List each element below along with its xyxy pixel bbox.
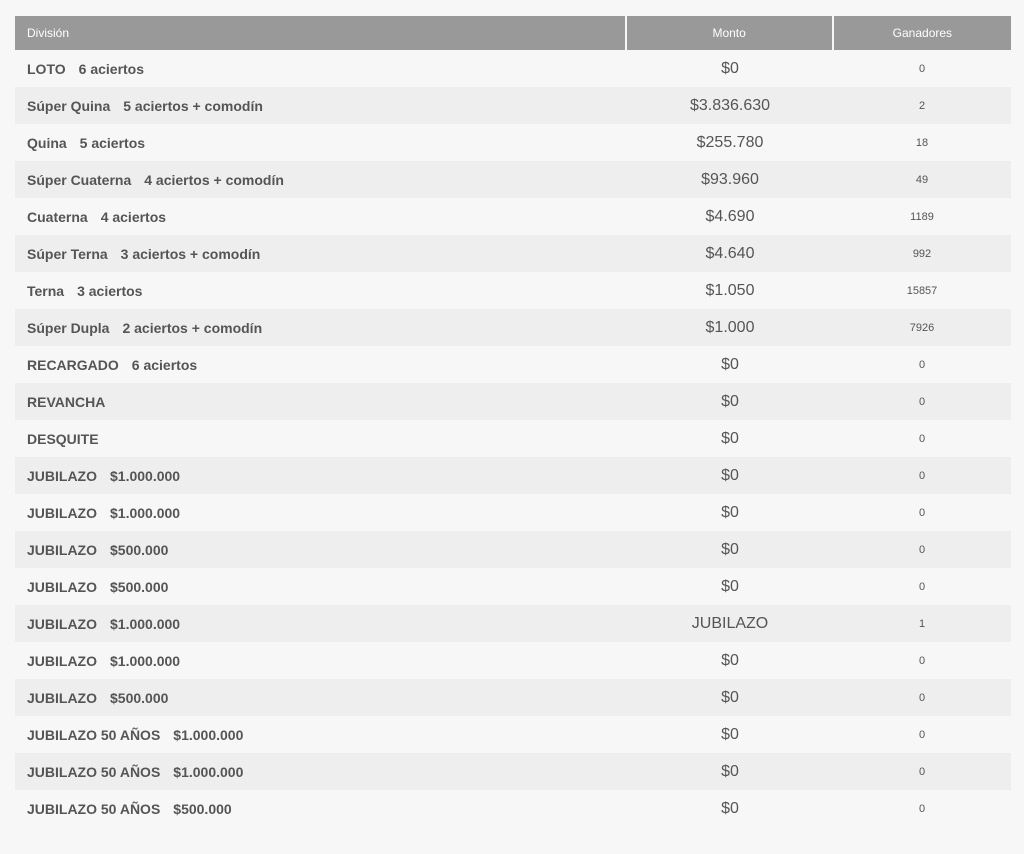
ganadores-cell [833, 100, 1011, 112]
division-cell [15, 542, 627, 558]
division-detail: $1.000.000 [173, 763, 244, 780]
division-detail: 3 aciertos [77, 282, 143, 299]
monto-cell [627, 134, 833, 152]
monto-cell [627, 171, 833, 189]
table-body [15, 50, 1011, 827]
monto-value: $0 [721, 799, 739, 817]
division-name: JUBILAZO [27, 615, 97, 632]
ganadores-cell [833, 803, 1011, 815]
monto-value: $1.050 [705, 281, 755, 299]
division-cell [15, 283, 627, 299]
monto-cell [627, 282, 833, 300]
monto-value: JUBILAZO [691, 614, 769, 632]
ganadores-value: 18 [915, 136, 929, 149]
monto-value: $4.690 [705, 207, 755, 225]
ganadores-cell [833, 285, 1011, 297]
monto-cell [627, 208, 833, 226]
division-name: LOTO [27, 60, 66, 77]
division-name: JUBILAZO [27, 467, 97, 484]
division-cell [15, 801, 627, 817]
division-cell [15, 431, 627, 447]
division-cell [15, 98, 627, 114]
monto-cell [627, 689, 833, 707]
monto-cell [627, 97, 833, 115]
table-row [15, 235, 1011, 272]
division-cell [15, 320, 627, 336]
division-cell [15, 690, 627, 706]
ganadores-cell [833, 581, 1011, 593]
monto-value: $3.836.630 [689, 96, 771, 114]
ganadores-cell [833, 137, 1011, 149]
table-row [15, 346, 1011, 383]
monto-cell [627, 652, 833, 670]
ganadores-value: 2 [918, 99, 926, 112]
division-detail: $1.000.000 [110, 652, 181, 669]
monto-cell [627, 356, 833, 374]
monto-value: $0 [721, 725, 739, 743]
monto-value: $0 [721, 392, 739, 410]
table-row [15, 679, 1011, 716]
ganadores-cell [833, 544, 1011, 556]
ganadores-value: 0 [918, 802, 926, 815]
monto-value: $0 [721, 577, 739, 595]
ganadores-value: 0 [918, 580, 926, 593]
table-row [15, 309, 1011, 346]
table-row [15, 716, 1011, 753]
table-row [15, 531, 1011, 568]
monto-value: $0 [721, 466, 739, 484]
header-division: División [27, 26, 70, 40]
monto-cell [627, 245, 833, 263]
division-name: Súper Dupla [27, 319, 110, 336]
monto-cell [627, 541, 833, 559]
division-name: JUBILAZO [27, 652, 97, 669]
monto-cell [627, 800, 833, 818]
division-name: Súper Terna [27, 245, 108, 262]
division-name: DESQUITE [27, 430, 99, 447]
table-row [15, 457, 1011, 494]
header-monto: Monto [625, 16, 832, 50]
monto-value: $0 [721, 429, 739, 447]
header-ganadores: Ganadores [832, 16, 1011, 50]
ganadores-cell [833, 618, 1011, 630]
ganadores-value: 0 [918, 691, 926, 704]
table-row [15, 124, 1011, 161]
table-row [15, 605, 1011, 642]
division-name: JUBILAZO 50 AÑOS [27, 800, 161, 817]
table-row [15, 198, 1011, 235]
division-cell [15, 468, 627, 484]
monto-value: $0 [721, 59, 739, 77]
ganadores-value: 1 [918, 617, 926, 630]
division-name: Quina [27, 134, 67, 151]
division-cell [15, 246, 627, 262]
ganadores-cell [833, 766, 1011, 778]
ganadores-cell [833, 470, 1011, 482]
ganadores-cell [833, 692, 1011, 704]
monto-value: $0 [721, 688, 739, 706]
ganadores-value: 0 [918, 395, 926, 408]
division-cell [15, 579, 627, 595]
monto-cell [627, 763, 833, 781]
division-name: Súper Cuaterna [27, 171, 132, 188]
ganadores-cell [833, 729, 1011, 741]
division-name: JUBILAZO [27, 689, 97, 706]
monto-cell [627, 467, 833, 485]
division-cell [15, 357, 627, 373]
ganadores-cell [833, 322, 1011, 334]
division-cell [15, 616, 627, 632]
division-name: JUBILAZO [27, 504, 97, 521]
division-detail: 6 aciertos [78, 60, 145, 77]
division-cell [15, 394, 627, 410]
ganadores-cell [833, 174, 1011, 186]
division-cell [15, 653, 627, 669]
monto-value: $93.960 [701, 170, 759, 188]
monto-cell [627, 319, 833, 337]
table-row [15, 642, 1011, 679]
division-name: JUBILAZO 50 AÑOS [27, 726, 161, 743]
division-detail: $1.000.000 [173, 726, 244, 743]
division-name: Terna [27, 282, 65, 299]
division-cell [15, 135, 627, 151]
monto-value: $255.780 [696, 133, 764, 151]
division-detail: 2 aciertos + comodín [122, 319, 263, 336]
ganadores-value: 0 [918, 543, 926, 556]
division-detail: $1.000.000 [110, 615, 181, 632]
division-name: RECARGADO [27, 356, 119, 373]
ganadores-cell [833, 507, 1011, 519]
monto-cell [627, 393, 833, 411]
ganadores-value: 992 [912, 247, 932, 260]
ganadores-value: 0 [918, 765, 926, 778]
table-row [15, 420, 1011, 457]
monto-value: $0 [721, 355, 739, 373]
table-row [15, 383, 1011, 420]
division-name: JUBILAZO [27, 541, 97, 558]
division-detail: $500.000 [110, 689, 169, 706]
ganadores-value: 0 [918, 358, 926, 371]
division-detail: $500.000 [110, 541, 169, 558]
ganadores-value: 0 [918, 469, 926, 482]
monto-cell [627, 615, 833, 633]
division-detail: $500.000 [110, 578, 169, 595]
monto-cell [627, 60, 833, 78]
monto-value: $4.640 [705, 244, 755, 262]
ganadores-value: 0 [918, 62, 926, 75]
monto-cell [627, 578, 833, 596]
ganadores-cell [833, 359, 1011, 371]
ganadores-cell [833, 248, 1011, 260]
ganadores-value: 1189 [910, 210, 934, 223]
division-detail: 5 aciertos [79, 134, 146, 151]
division-detail: 3 aciertos + comodín [120, 245, 261, 262]
division-detail: $500.000 [173, 800, 232, 817]
ganadores-value: 7926 [909, 321, 935, 334]
division-detail: 4 aciertos [100, 208, 167, 225]
division-cell [15, 505, 627, 521]
ganadores-cell [833, 655, 1011, 667]
table-row [15, 50, 1011, 87]
monto-cell [627, 504, 833, 522]
division-cell [15, 209, 627, 225]
monto-cell [627, 430, 833, 448]
table-header [15, 16, 1011, 50]
ganadores-value: 15857 [906, 284, 938, 297]
ganadores-value: 49 [915, 173, 929, 186]
monto-value: $0 [721, 503, 739, 521]
ganadores-cell [833, 433, 1011, 445]
ganadores-value: 0 [918, 654, 926, 667]
division-name: Cuaterna [27, 208, 88, 225]
table-row [15, 494, 1011, 531]
division-name: REVANCHA [27, 393, 106, 410]
ganadores-value: 0 [918, 432, 926, 445]
ganadores-cell [833, 396, 1011, 408]
division-name: JUBILAZO 50 AÑOS [27, 763, 161, 780]
ganadores-cell [833, 211, 1011, 223]
division-detail: 4 aciertos + comodín [144, 171, 284, 188]
table-row [15, 272, 1011, 309]
table-row [15, 568, 1011, 605]
table-row [15, 87, 1011, 124]
ganadores-cell [833, 63, 1011, 75]
division-cell [15, 172, 627, 188]
monto-value: $1.000 [705, 318, 755, 336]
ganadores-value: 0 [918, 506, 926, 519]
monto-value: $0 [721, 762, 739, 780]
division-detail: 6 aciertos [131, 356, 198, 373]
monto-value: $0 [721, 540, 739, 558]
monto-value: $0 [721, 651, 739, 669]
division-cell [15, 727, 627, 743]
division-detail: $1.000.000 [110, 504, 181, 521]
monto-cell [627, 726, 833, 744]
division-cell [15, 764, 627, 780]
division-name: JUBILAZO [27, 578, 97, 595]
division-cell [15, 61, 627, 77]
table-row [15, 753, 1011, 790]
results-table [15, 16, 1011, 827]
table-row [15, 161, 1011, 198]
division-detail: 5 aciertos + comodín [123, 97, 263, 114]
table-row [15, 790, 1011, 827]
division-detail: $1.000.000 [110, 467, 181, 484]
division-name: Súper Quina [27, 97, 111, 114]
ganadores-value: 0 [918, 728, 926, 741]
